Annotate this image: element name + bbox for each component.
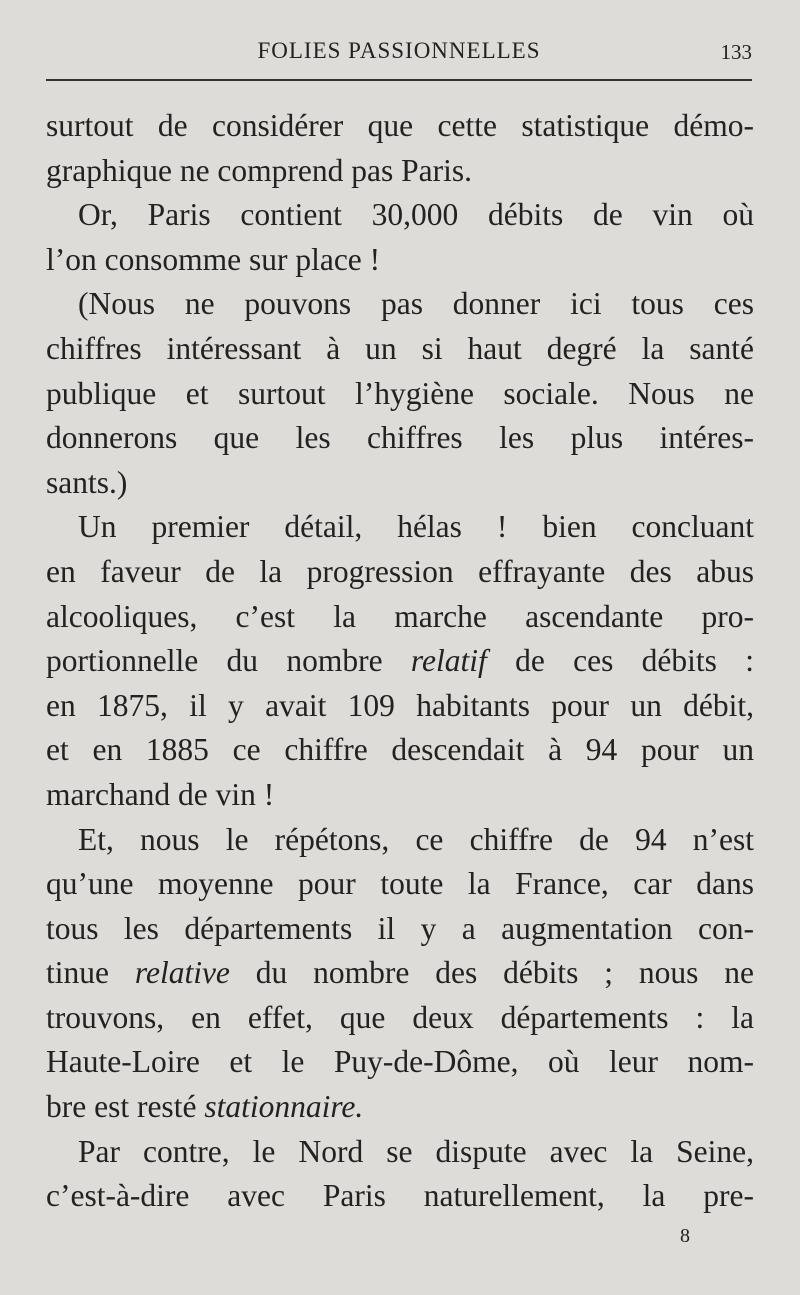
text-line: Or, Paris contient 30,000 débits de vin où [78,197,754,233]
text-line: surtout de considérer que cette statistique démo- [46,108,754,143]
text-line [46,1085,754,1130]
text-line: sants.) [46,464,128,500]
text-segment: du nombre des débits ; nous ne [255,955,754,991]
text-line: Un premier détail, hélas ! bien concluant [78,509,754,545]
text-line: en 1875, il y avait 109 habitants pour un débit, [46,687,754,723]
text-line: Et, nous le répétons, ce chiffre de 94 n’est [78,821,754,857]
text-line: chiffres intéressant à un si haut degré la santé [46,330,754,366]
italic-word: relative [134,955,230,991]
header-rule [46,79,752,81]
text-line: Par contre, le Nord se dispute avec la Seine, [78,1133,754,1169]
text-line: (Nous ne pouvons pas donner ici tous ces [78,286,754,322]
text-segment: bre est resté [46,1089,197,1125]
text-line: donnerons que les chiffres les plus intéres- [46,420,754,456]
text-line: trouvons, en effet, que deux départements : la [46,999,754,1035]
text-segment: tinue [46,955,109,991]
text-line [46,951,754,996]
text-line: qu’une moyenne pour toute la France, car dans [46,866,754,902]
text-line: tous les départements il y a augmentation con- [46,910,754,946]
italic-word: stationnaire. [204,1089,364,1125]
signature-mark: 8 [680,1225,690,1247]
text-line: graphique ne comprend pas Paris. [46,152,473,188]
text-line: marchand de vin ! [46,776,275,812]
text-segment: portionnelle du nombre [46,643,383,679]
text-line: en faveur de la progression effrayante des abus [46,553,754,589]
text-line [46,639,754,684]
text-line: l’on consomme sur place ! [46,241,381,277]
text-line: publique et surtout l’hygiène sociale. Nous ne [46,375,754,411]
page-number: 133 [720,40,752,64]
text-line: et en 1885 ce chiffre descendait à 94 pour un [46,732,754,768]
running-title: FOLIES PASSIONNELLES [257,38,541,63]
text-line: c’est-à-dire avec Paris naturellement, la pre- [46,1178,754,1214]
body-text [46,104,754,1219]
text-line: Haute-Loire et le Puy-de-Dôme, où leur nom- [46,1044,754,1080]
italic-word: relatif [410,643,487,679]
text-line: alcooliques, c’est la marche ascendante pro- [46,598,754,634]
running-head [46,38,752,68]
text-segment: de ces débits : [515,643,755,679]
